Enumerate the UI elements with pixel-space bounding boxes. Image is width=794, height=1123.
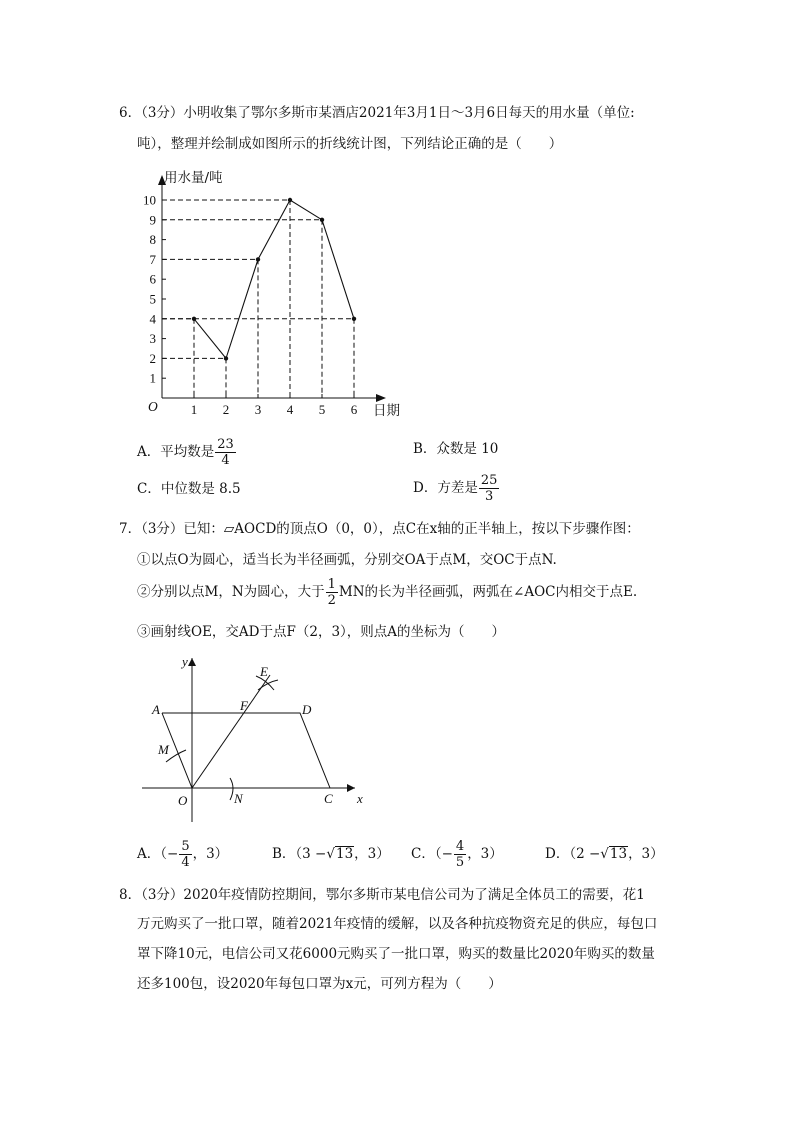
q7-option-c[interactable] <box>411 840 503 869</box>
q8-line-2: 万元购买了一批口罩，随着2021年疫情的缓解，以及各种抗疫物资充足的供应，每包口 <box>137 916 658 932</box>
q7-option-d-sqrt-sign: √ <box>600 846 609 862</box>
data-point <box>256 257 260 261</box>
x-tick-label: 5 <box>318 402 326 417</box>
label-x: x <box>357 791 363 806</box>
parallelogram-aocd <box>162 713 330 788</box>
q7-line-3-prefix: ②分别以点M，N为圆心，大于 <box>137 584 325 600</box>
arc-n <box>230 778 233 800</box>
q6-option-a-denominator: 4 <box>221 453 230 468</box>
q7-option-a-fraction <box>179 840 191 869</box>
y-axis-label: 用水量/吨 <box>164 170 223 186</box>
q8-line-4: 还多100包，设2020年每包口罩为x元，可列方程为（ ） <box>137 976 502 992</box>
q7-option-c-denominator: 5 <box>455 855 465 870</box>
q7-option-c-prefix: C．（− <box>411 846 453 862</box>
x-tick-label: 2 <box>222 402 230 417</box>
q6-option-a-prefix: A．平均数是 <box>137 444 215 460</box>
q6-option-a[interactable] <box>137 438 237 467</box>
q7-option-a-suffix: ，3） <box>192 846 229 862</box>
x-axis-label: 日期 <box>373 403 400 419</box>
x-axis-arrow <box>376 394 386 402</box>
y-tick-label: 4 <box>149 311 156 327</box>
ray-oe <box>192 675 270 788</box>
y-tick-label: 6 <box>149 271 156 287</box>
series-line <box>194 200 354 358</box>
label-c: C <box>324 791 333 806</box>
q7-option-c-suffix: ，3） <box>467 846 503 862</box>
data-point <box>352 317 356 321</box>
q7-line-1: 7．（3分）已知：▱AOCD的顶点O（0，0），点C在x轴的正半轴上，按以下步骤作图： <box>119 521 640 537</box>
q8-line-3: 罩下降10元，电信公司又花6000元购买了一批口罩，购买的数量比2020年购买的数量 <box>137 946 655 962</box>
q6-line-2: 吨），整理并绘制成如图所示的折线统计图，下列结论正确的是（ ） <box>137 136 563 152</box>
q7-option-a-denominator: 4 <box>181 855 190 870</box>
y-tick-label: 7 <box>149 251 156 267</box>
data-point <box>192 317 196 321</box>
y-tick-label: 10 <box>143 192 156 208</box>
q7-half-numerator: 1 <box>327 577 336 592</box>
label-m: M <box>158 742 169 757</box>
y-tick-label: 1 <box>149 370 156 386</box>
q8-line-1: 8．（3分）2020年疫情防控期间，鄂尔多斯市某电信公司为了满足全体员工的需要，花1 <box>119 887 645 903</box>
q6-option-d[interactable] <box>413 474 500 503</box>
q7-option-a-prefix: A．（− <box>137 846 179 862</box>
q6-option-d-fraction <box>479 474 500 503</box>
q7-option-b-prefix: B．（3 − <box>272 846 327 862</box>
q6-option-a-fraction <box>215 438 236 467</box>
q6-option-b[interactable]: B．众数是 10 <box>413 441 499 457</box>
q7-option-d-suffix: ，3） <box>628 846 664 862</box>
q6-line-1: 6．（3分）小明收集了鄂尔多斯市某酒店2021年3月1日～3月6日每天的用水量（单位: <box>119 105 635 121</box>
q7-half-fraction <box>326 578 338 607</box>
q7-option-c-fraction <box>454 840 466 869</box>
water-usage-line-chart <box>140 165 410 427</box>
q7-line-3-suffix: MN的长为半径画弧，两弧在∠AOC内相交于点E. <box>338 584 638 600</box>
y-tick-label: 9 <box>149 212 156 228</box>
q7-option-d-prefix: D．（2 − <box>545 846 601 862</box>
q7-option-d[interactable] <box>545 845 664 863</box>
x-tick-label: 4 <box>286 402 294 417</box>
q7-half-denominator: 2 <box>327 593 336 608</box>
label-d: D <box>302 702 312 717</box>
data-point <box>224 356 228 360</box>
q7-option-a-numerator: 5 <box>181 839 190 854</box>
q6-option-d-prefix: D．方差是 <box>413 480 478 496</box>
y-tick-label: 5 <box>149 291 156 307</box>
label-n: N <box>234 791 243 806</box>
label-a: A <box>152 702 160 717</box>
arc-m <box>166 750 186 762</box>
q6-option-c[interactable]: C．中位数是 8.5 <box>137 481 241 497</box>
label-o: O <box>178 793 188 808</box>
q6-option-d-denominator: 3 <box>484 489 494 504</box>
q7-option-c-numerator: 4 <box>455 839 465 854</box>
origin-label: O <box>148 399 158 414</box>
q7-option-b-radicand: 13 <box>335 846 354 862</box>
x-tick-label: 1 <box>190 402 198 417</box>
x-tick-label: 6 <box>350 402 358 417</box>
parallelogram-figure <box>140 650 380 825</box>
y-tick-label: 2 <box>149 350 156 366</box>
q7-option-b[interactable] <box>272 845 390 863</box>
q7-line-3 <box>137 578 637 607</box>
q7-line-2: ①以点O为圆心，适当长为半径画弧，分别交OA于点M，交OC于点N. <box>137 552 557 568</box>
q6-option-a-numerator: 23 <box>217 437 234 452</box>
data-point <box>288 198 292 202</box>
q7-line-4: ③画射线OE，交AD于点F（2，3），则点A的坐标为（ ） <box>137 624 506 640</box>
q7-option-d-radicand: 13 <box>609 846 628 862</box>
x-tick-label: 3 <box>254 402 262 417</box>
y-tick-label: 3 <box>149 331 156 347</box>
label-e: E <box>260 664 268 679</box>
label-f: F <box>240 698 248 713</box>
label-y: y <box>182 654 188 669</box>
q6-option-d-numerator: 25 <box>480 473 498 488</box>
data-point <box>320 218 324 222</box>
y-axis-arrow <box>188 658 196 666</box>
q7-option-b-sqrt-sign: √ <box>326 846 335 862</box>
q7-option-b-suffix: ，3） <box>354 846 390 862</box>
y-tick-label: 8 <box>149 232 156 248</box>
q7-option-a[interactable] <box>137 840 228 869</box>
x-axis-arrow <box>347 784 355 792</box>
